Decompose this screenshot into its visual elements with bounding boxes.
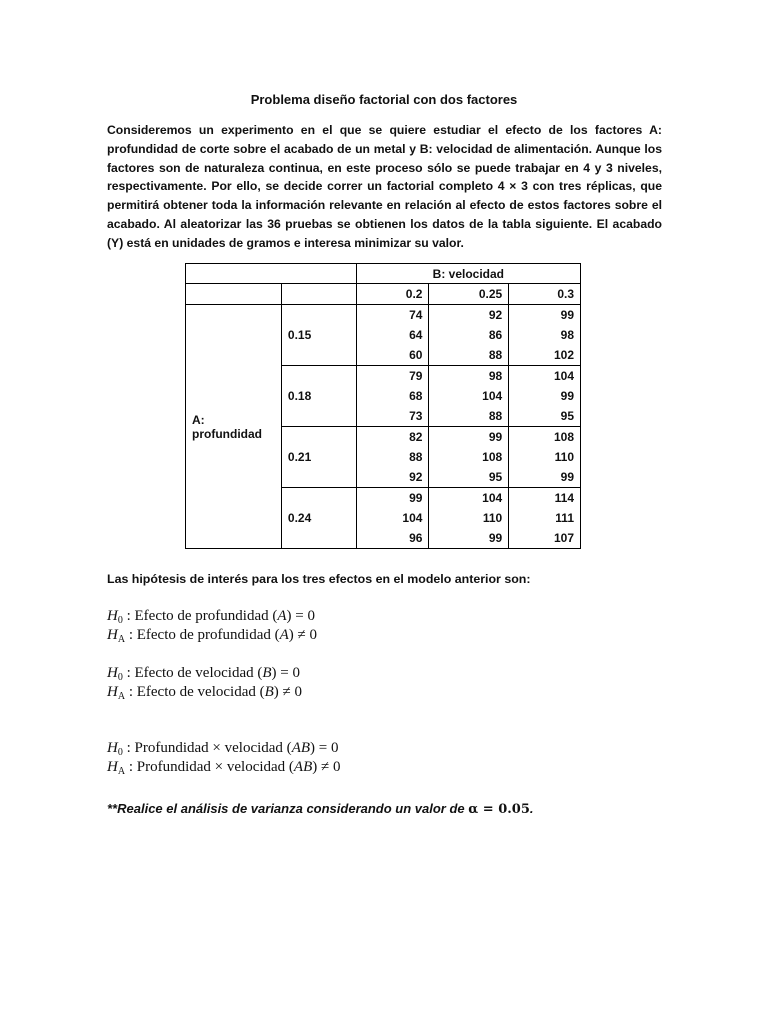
table-header-row-2 xyxy=(186,284,581,305)
replicate-cell xyxy=(509,366,581,427)
a-level-label: 0.15 xyxy=(281,305,356,366)
replicate-value: 99 xyxy=(560,308,574,322)
hypothesis-subscript: A xyxy=(117,766,126,777)
replicate-value: 74 xyxy=(409,308,423,322)
replicate-cell xyxy=(509,488,581,549)
hypothesis-relation: ) = 0 xyxy=(286,608,316,624)
hypothesis-text: : Efecto de profundidad ( xyxy=(122,608,278,624)
hypothesis-variable: A xyxy=(279,627,289,643)
hypothesis-text: : Profundidad × velocidad ( xyxy=(125,759,294,775)
replicate-value: 95 xyxy=(488,470,503,484)
replicate-value: 96 xyxy=(409,531,423,545)
replicate-value: 99 xyxy=(409,491,423,505)
alpha-value: α = 0.05 xyxy=(468,802,530,817)
table-corner-cell xyxy=(186,264,357,284)
hypothesis-subscript: A xyxy=(117,634,126,645)
replicate-cell xyxy=(429,488,509,549)
anova-instruction xyxy=(107,801,534,817)
replicate-value: 60 xyxy=(409,348,423,362)
replicate-value: 99 xyxy=(488,531,503,545)
intro-paragraph: Consideremos un experimento en el que se quiere estudiar el efecto de los factores A: profundidad de corte sobre el acabado de un metal y B: velocidad de alimentación. Aunque los factores son de naturaleza continua, en este proceso sólo se puede trabajar en 4 y 3 niveles, respectivamente. Por ello, se decide correr un factorial completo 4 × 3 con tres réplicas, que permitirá obtener toda la información relevante en relación al efecto de estos factores sobre el acabado. Al aleatorizar las 36 pruebas se obtienen los datos de la tabla siguiente. El acabado (Y) está en unidades de gramos e interesa minimizar su valor. xyxy=(107,123,662,250)
hypothesis-variable: B xyxy=(264,684,274,700)
replicate-value: 108 xyxy=(482,450,503,464)
replicate-value: 108 xyxy=(553,430,574,444)
factor-a-label: A: profundidad xyxy=(186,305,282,549)
hypothesis-subscript: 0 xyxy=(117,615,123,626)
replicate-cell xyxy=(356,488,429,549)
hypothesis-symbol: H xyxy=(107,684,118,700)
b-level-header: 0.3 xyxy=(509,284,581,305)
table-header-row-1 xyxy=(186,264,581,284)
null-hypothesis xyxy=(107,739,340,758)
table-data-row xyxy=(186,305,581,366)
b-level-header: 0.2 xyxy=(356,284,429,305)
hypothesis-variable: B xyxy=(262,665,272,681)
a-level-label: 0.24 xyxy=(281,488,356,549)
replicate-value: 98 xyxy=(560,328,574,342)
replicate-value: 82 xyxy=(409,430,423,444)
factor-b-label: B: velocidad xyxy=(356,264,580,284)
replicate-value: 92 xyxy=(488,308,503,322)
replicate-cell xyxy=(356,427,429,488)
replicate-cell xyxy=(429,305,509,366)
replicate-value: 110 xyxy=(554,450,574,464)
hypothesis-symbol: H xyxy=(107,608,118,624)
replicate-cell xyxy=(429,366,509,427)
null-hypothesis xyxy=(107,664,302,683)
replicate-value: 99 xyxy=(560,470,574,484)
replicate-cell xyxy=(509,427,581,488)
hypothesis-relation: ) ≠ 0 xyxy=(312,759,341,775)
a-level-label: 0.18 xyxy=(281,366,356,427)
alternative-hypothesis xyxy=(107,758,340,777)
hypothesis-symbol: H xyxy=(107,740,118,756)
hypothesis-variable: AB xyxy=(291,740,311,756)
hypothesis-text: : Efecto de profundidad ( xyxy=(125,627,280,643)
hypothesis-subscript: 0 xyxy=(117,672,123,683)
hypothesis-variable: AB xyxy=(293,759,313,775)
page-title: Problema diseño factorial con dos factores xyxy=(250,92,518,107)
note-prefix: **Realice el análisis de varianza considerando un valor de xyxy=(107,801,469,816)
hypothesis-pair xyxy=(107,739,340,777)
replicate-value: 79 xyxy=(409,369,423,383)
replicate-cell xyxy=(509,305,581,366)
replicate-value: 99 xyxy=(488,430,503,444)
replicate-value: 64 xyxy=(409,328,423,342)
hypothesis-relation: ) = 0 xyxy=(310,740,339,756)
replicate-value: 88 xyxy=(488,409,503,423)
hypothesis-relation: ) = 0 xyxy=(271,665,301,681)
replicate-value: 104 xyxy=(482,389,503,403)
replicate-value: 99 xyxy=(560,389,574,403)
replicate-value: 88 xyxy=(409,450,423,464)
replicate-value: 104 xyxy=(402,511,423,525)
replicate-cell xyxy=(429,427,509,488)
replicate-value: 92 xyxy=(409,470,423,484)
a-level-label: 0.21 xyxy=(281,427,356,488)
hypotheses-intro: Las hipótesis de interés para los tres efectos en el modelo anterior son: xyxy=(107,572,531,586)
hypothesis-subscript: 0 xyxy=(117,747,123,758)
hypothesis-text: : Efecto de velocidad ( xyxy=(125,684,265,700)
hypothesis-symbol: H xyxy=(107,759,118,775)
null-hypothesis xyxy=(107,607,317,626)
replicate-value: 104 xyxy=(482,491,503,505)
hypothesis-relation: ) ≠ 0 xyxy=(288,627,318,643)
data-table xyxy=(185,263,581,549)
hypothesis-variable: A xyxy=(277,608,287,624)
replicate-value: 114 xyxy=(554,491,574,505)
note-suffix: . xyxy=(529,801,534,816)
hypothesis-text: : Efecto de velocidad ( xyxy=(122,665,263,681)
replicate-value: 111 xyxy=(555,511,574,525)
alternative-hypothesis xyxy=(107,683,302,702)
replicate-value: 95 xyxy=(560,409,574,423)
hypothesis-relation: ) ≠ 0 xyxy=(273,684,303,700)
replicate-value: 86 xyxy=(488,328,503,342)
hypothesis-pair xyxy=(107,607,317,645)
replicate-value: 102 xyxy=(553,348,574,362)
replicate-value: 73 xyxy=(409,409,423,423)
table-empty-cell xyxy=(281,284,356,305)
replicate-cell xyxy=(356,305,429,366)
table-empty-cell xyxy=(186,284,282,305)
hypothesis-symbol: H xyxy=(107,627,118,643)
replicate-value: 104 xyxy=(553,369,574,383)
alternative-hypothesis xyxy=(107,626,317,645)
replicate-value: 107 xyxy=(553,531,574,545)
replicate-value: 98 xyxy=(488,369,503,383)
b-level-header: 0.25 xyxy=(429,284,509,305)
replicate-value: 88 xyxy=(488,348,503,362)
hypothesis-symbol: H xyxy=(107,665,118,681)
replicate-value: 110 xyxy=(482,511,503,525)
replicate-value: 68 xyxy=(409,389,423,403)
replicate-cell xyxy=(356,366,429,427)
hypothesis-pair xyxy=(107,664,302,702)
hypothesis-subscript: A xyxy=(117,691,126,702)
hypothesis-text: : Profundidad × velocidad ( xyxy=(122,740,292,756)
